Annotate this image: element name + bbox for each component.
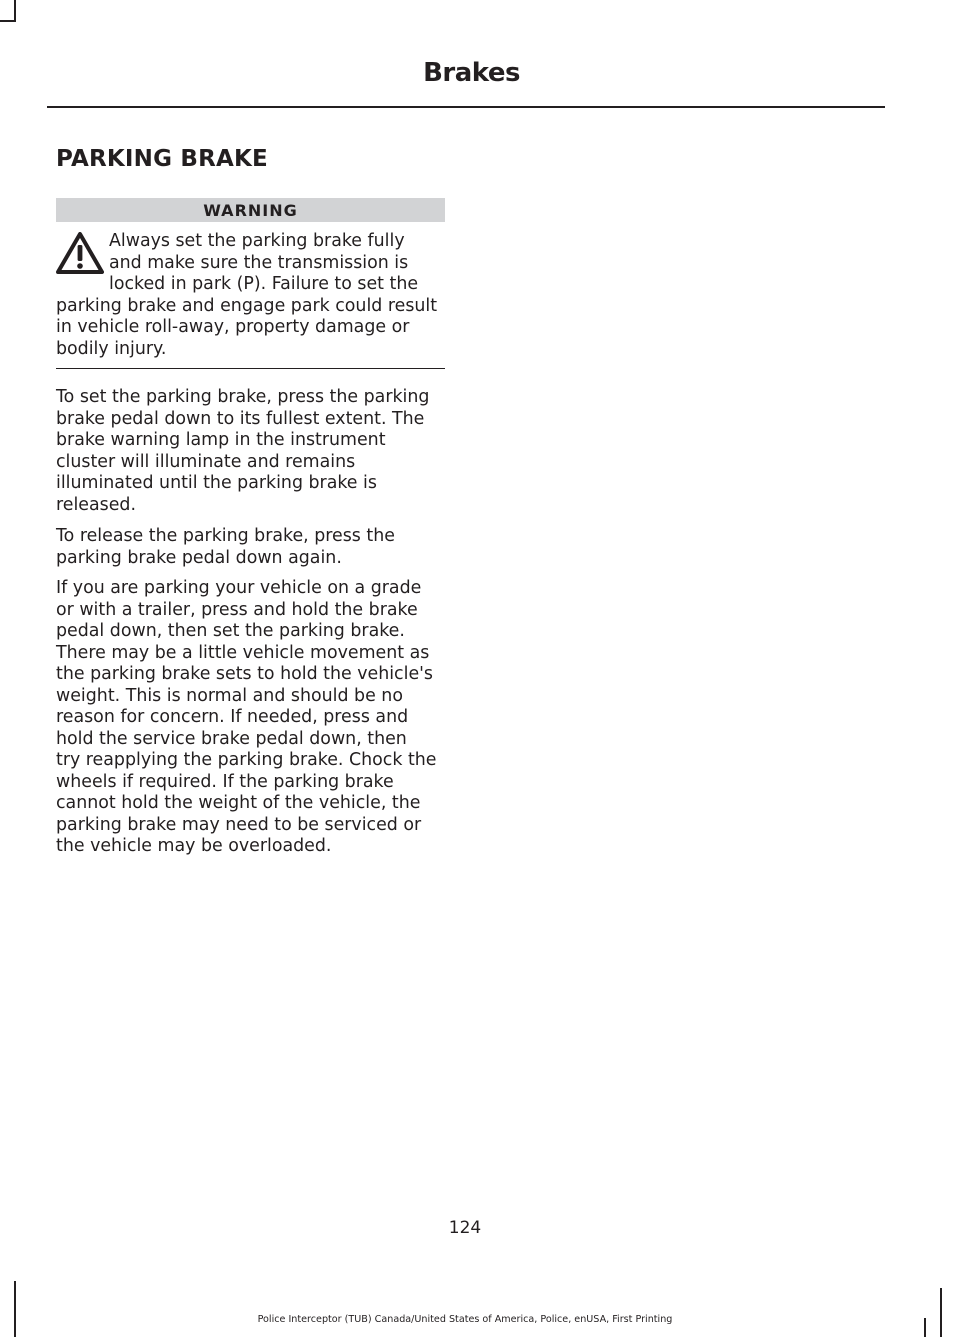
warning-text-line: Always set the parking brake fully: [109, 231, 405, 251]
crop-mark-top-left-vertical: [14, 0, 16, 22]
paragraph-line: the vehicle may be overloaded.: [56, 836, 332, 856]
paragraph-line: To set the parking brake, press the parking: [56, 387, 430, 407]
warning-text-line: parking brake and engage park could result: [56, 296, 438, 316]
paragraph-line: brake warning lamp in the instrument: [56, 430, 386, 450]
paragraph-release-brake: [56, 526, 448, 569]
header-rule: [47, 106, 885, 108]
paragraph-line: cluster will illuminate and remains: [56, 451, 356, 472]
paragraph-line: cannot hold the weight of the vehicle, the: [56, 793, 421, 813]
warning-text-line: in vehicle roll-away, property damage or: [56, 317, 410, 337]
crop-mark-bottom-right-vertical: [940, 1288, 942, 1337]
warning-text-line: and make sure the transmission is: [109, 253, 409, 273]
paragraph-line: If you are parking your vehicle on a grade: [56, 578, 422, 598]
paragraph-line: There may be a little vehicle movement as: [56, 642, 430, 663]
warning-triangle-icon: [56, 232, 104, 274]
paragraph-line: released.: [56, 494, 136, 515]
crop-mark-bottom-left-vertical: [14, 1281, 16, 1337]
paragraph-line: illuminated until the parking brake is: [56, 473, 377, 493]
paragraph-line: brake pedal down to its fullest extent. The: [56, 408, 425, 429]
paragraph-line: the parking brake sets to hold the vehicle's: [56, 664, 433, 684]
paragraph-set-brake: [56, 387, 448, 516]
footer-edition-text: Police Interceptor (TUB) Canada/United States of America, Police, enUSA, First Printing: [257, 1314, 673, 1325]
chapter-title: Brakes: [423, 58, 520, 88]
paragraph-line: try reapplying the parking brake. Chock the: [56, 750, 437, 770]
warning-text-line: bodily injury.: [56, 339, 167, 359]
page-number: 124: [448, 1218, 482, 1238]
paragraph-grade-parking: [56, 578, 448, 858]
warning-text-line: locked in park (P). Failure to set the: [109, 274, 419, 294]
paragraph-line: parking brake may need to be serviced or: [56, 814, 422, 835]
paragraph-line: To release the parking brake, press the: [56, 526, 395, 546]
warning-label: WARNING: [56, 198, 445, 222]
paragraph-line: pedal down, then set the parking brake.: [56, 621, 405, 641]
section-title: PARKING BRAKE: [56, 146, 268, 172]
warning-bottom-rule: [56, 368, 445, 369]
paragraph-line: parking brake pedal down again.: [56, 547, 342, 568]
paragraph-line: reason for concern. If needed, press and: [56, 707, 409, 727]
crop-mark-top-left-horizontal: [0, 20, 16, 22]
paragraph-line: or with a trailer, press and hold the brake: [56, 599, 418, 620]
paragraph-line: hold the service brake pedal down, then: [56, 728, 407, 749]
paragraph-line: wheels if required. If the parking brake: [56, 771, 394, 792]
paragraph-line: weight. This is normal and should be no: [56, 685, 403, 706]
